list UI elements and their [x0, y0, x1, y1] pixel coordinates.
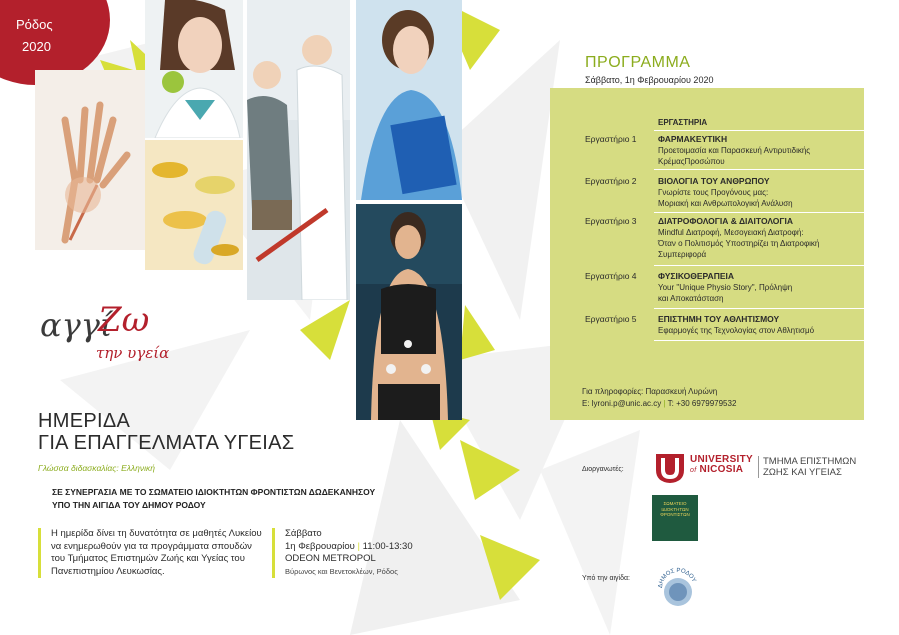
- contact-lines: [582, 398, 736, 410]
- agiizo-logo: [40, 300, 180, 370]
- workshop-name: ΔΙΑΤΡΟΦΟΛΟΓΙΑ & ΔΙΑΙΤΟΛΟΓΙΑ: [658, 216, 793, 226]
- workshop-description: [658, 325, 858, 336]
- department-line2: ΖΩΗΣ ΚΑΙ ΥΓΕΙΑΣ: [763, 467, 842, 478]
- unic-shield-icon: [654, 452, 686, 484]
- municipality-name: ΔΗΜΟΣ ΡΟΔΟΥ: [657, 567, 697, 589]
- workshop-desc-line: Προετοιμασία και Παρασκευή Αντιρυτιδικής: [658, 146, 811, 155]
- divider: [654, 265, 864, 266]
- workshop-number: Εργαστήριο 1: [585, 134, 637, 144]
- contact-info: [582, 386, 736, 410]
- workshop-desc-line: Όταν ο Πολιτισμός Υποστηρίζει τη Διατροφική: [658, 239, 820, 248]
- workshop-desc-line: ΚρέμαςΠροσώπου: [658, 157, 725, 166]
- workshop-number: Εργαστήριο 3: [585, 216, 637, 226]
- logo-tagline: την υγεία: [96, 344, 170, 362]
- badge-year: 2020: [22, 39, 51, 54]
- logo-word-part2: Ζω: [98, 300, 150, 340]
- divider: [654, 212, 864, 213]
- university-name: [690, 455, 753, 476]
- event-date-time: [285, 541, 465, 554]
- workshop-desc-line: Εφαρμογές της Τεχνολογίας στον Αθλητισμό: [658, 326, 815, 335]
- municipality-seal-icon: [654, 564, 702, 612]
- department-name: [758, 456, 856, 478]
- workshop-desc-line: Μοριακή και Ανθρωπολογική Ανάλυση: [658, 199, 793, 208]
- collaboration-note: [52, 486, 375, 512]
- photo-nurse: [356, 0, 462, 200]
- language-note: Γλώσσα διδασκαλίας: Ελληνική: [38, 463, 155, 473]
- event-time: 11:00-13:30: [362, 540, 413, 552]
- workshop-desc-line: Mindful Διατροφή, Μεσογειακή Διατροφή:: [658, 228, 804, 237]
- program-date: Σάββατο, 1η Φεβρουαρίου 2020: [585, 75, 714, 85]
- badge-city: Ρόδος: [16, 17, 53, 32]
- event-date: 1η Φεβρουαρίου: [285, 540, 355, 552]
- workshop-description: [658, 227, 858, 260]
- contact-phone[interactable]: T: +30 6979979532: [667, 399, 737, 408]
- workshop-name: ΕΠΙΣΤΗΜΗ ΤΟΥ ΑΘΛΗΤΙΣΜΟΥ: [658, 314, 780, 324]
- event-description: Η ημερίδα δίνει τη δυνατότητα σε μαθητές Λυκείου να ενημερωθούν για τα προγράμματα σπουδών του Τμήματος Επιστημών Ζωής και Υγείας του Πανεπιστημίου Λευκωσίας.: [38, 528, 266, 578]
- photo-hand-anatomy: [35, 70, 145, 250]
- logo-word-part1: αγγί: [40, 306, 113, 344]
- separator: |: [357, 540, 363, 552]
- divider: [654, 308, 864, 309]
- photo-physiotherapy: [247, 0, 350, 300]
- aegis-label: Υπό την αιγίδα:: [582, 575, 630, 582]
- collaboration-line1: ΣΕ ΣΥΝΕΡΓΑΣΙΑ ΜΕ ΤΟ ΣΩΜΑΤΕΙΟ ΙΔΙΟΚΤΗΤΩΝ ΦΡΟΝΤΙΣΤΩΝ ΔΩΔΕΚΑΝΗΣΟΥ: [52, 487, 376, 497]
- workshop-number: Εργαστήριο 2: [585, 176, 637, 186]
- workshop-name: ΦΥΣΙΚΟΘΕΡΑΠΕΙΑ: [658, 271, 734, 281]
- university-line2: NICOSIA: [699, 464, 744, 475]
- event-headline: [38, 410, 294, 454]
- workshop-number: Εργαστήριο 4: [585, 271, 637, 281]
- workshop-description: [658, 282, 858, 304]
- program-title: ΠΡΟΓΡΑΜΜΑ: [585, 54, 691, 71]
- event-address: Βύρωνος και Βενετοκλέων, Ρόδος: [285, 566, 398, 576]
- event-venue: ODEON METROPOL: [285, 553, 376, 564]
- event-day: Σάββατο: [285, 528, 322, 539]
- workshop-description: [658, 187, 858, 209]
- divider: [654, 130, 864, 131]
- workshop-desc-line: Συμπεριφορά: [658, 250, 707, 259]
- event-details: [272, 528, 465, 578]
- photo-athlete: [356, 204, 462, 420]
- divider: [654, 340, 864, 341]
- tutors-association-logo: [652, 495, 698, 541]
- headline-line2: ΓΙΑ ΕΠΑΓΓΕΛΜΑΤΑ ΥΓΕΙΑΣ: [38, 432, 295, 454]
- workshop-number: Εργαστήριο 5: [585, 314, 637, 324]
- photo-pills: [145, 140, 243, 270]
- department-line1: ΤΜΗΜΑ ΕΠΙΣΤΗΜΩΝ: [763, 456, 857, 467]
- contact-email[interactable]: E: lyroni.p@unic.ac.cy: [582, 399, 662, 408]
- workshops-heading: ΕΡΓΑΣΤΗΡΙΑ: [658, 118, 708, 127]
- separator: |: [663, 399, 668, 408]
- collaboration-line2: ΥΠΟ ΤΗΝ ΑΙΓΙΔΑ ΤΟΥ ΔΗΜΟΥ ΡΟΔΟΥ: [52, 500, 206, 510]
- contact-person: Για πληροφορίες: Παρασκευή Λυρώνη: [582, 387, 718, 396]
- photo-woman-apple: [145, 0, 243, 138]
- university-line2-wrap: [690, 465, 753, 476]
- organisers-label: Διοργανωτές:: [582, 466, 624, 473]
- workshop-desc-line: Γνωρίστε τους Προγόνους μας:: [658, 188, 769, 197]
- workshop-desc-line: και Αποκατάσταση: [658, 294, 724, 303]
- workshop-desc-line: Your "Unique Physio Story", Πρόληψη: [658, 283, 793, 292]
- workshop-description: [658, 145, 858, 167]
- workshop-name: ΒΙΟΛΟΓΙΑ ΤΟΥ ΑΝΘΡΩΠΟΥ: [658, 176, 770, 186]
- divider: [654, 169, 864, 170]
- university-line1: UNIVERSITY: [690, 454, 754, 465]
- university-of: of: [690, 467, 697, 474]
- association-logo-text: ΣΩΜΑΤΕΙΟ ΙΔΙΟΚΤΗΤΩΝ ΦΡΟΝΤΙΣΤΩΝ: [660, 501, 690, 517]
- program-panel: [550, 88, 864, 420]
- workshop-name: ΦΑΡΜΑΚΕΥΤΙΚΗ: [658, 134, 728, 144]
- headline-line1: ΗΜΕΡΙΔΑ: [38, 410, 131, 432]
